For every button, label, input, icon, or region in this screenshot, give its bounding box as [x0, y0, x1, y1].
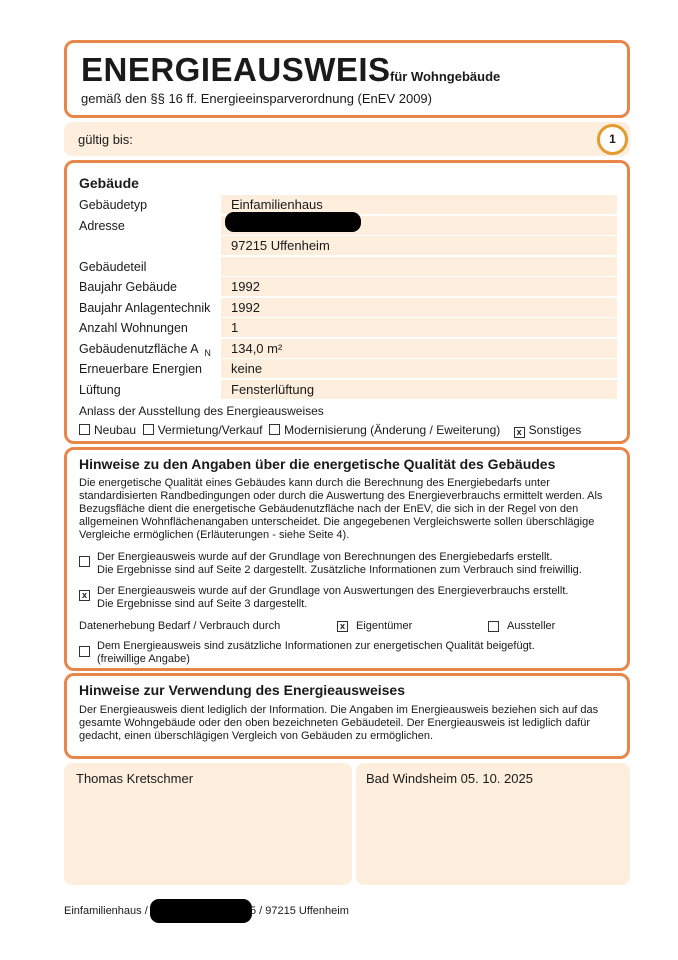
issuer-name: Thomas Kretschmer [76, 771, 194, 786]
option-text: Dem Energieausweis sind zusätzliche Informationen zur energetischen Qualität beigefügt. [97, 640, 535, 652]
option-text: Die Ergebnisse sind auf Seite 3 dargestellt. [97, 598, 308, 610]
notes-heading: Hinweise zu den Angaben über die energetische Qualität des Gebäudes [79, 456, 556, 472]
checkbox[interactable] [269, 424, 280, 435]
notes-text: Die energetische Qualität eines Gebäudes kann durch die Berechnung des Energiebedarfs unter standardisierten Randbedingungen oder durch die Auswertung des Energieverbrauchs ermittelt werden. Als Bezugsfläche dient die energetische Gebäudenutzfläche nach der EnEV, die sich in der Regel von den allgemeinen Wohnflächenangaben unterscheidet. Die angegebenen Vergleichswerte sollen überschlägige Vergleiche ermöglichen (Erläuterungen - siehe Seite 4). [79, 477, 603, 541]
row-value: keine [221, 359, 617, 378]
page-number: 1 [609, 132, 616, 146]
valid-until-label: gültig bis: [78, 132, 133, 147]
row-label: Adresse [79, 218, 125, 233]
usage-text: Der Energieausweis dient lediglich der Information. Die Angaben im Energieausweis beziehen sich auf das gesamte Wohngebäude oder den oben bezeichneten Gebäudeteil. Der Energieausweis ist lediglich dafür gedacht, einen überschlägigen Vergleich von Gebäuden zu ermöglichen. [79, 704, 599, 742]
redacted-footer-address [150, 899, 252, 923]
row-value: 1992 [221, 277, 617, 296]
option-demand [97, 551, 582, 577]
header-box [64, 40, 630, 118]
option-text: Der Energieausweis wurde auf der Grundlage von Berechnungen des Energiebedarfs erstellt. [97, 551, 553, 563]
reason-label: Anlass der Ausstellung des Energieausweises [79, 404, 324, 418]
reason-label-text: Vermietung/Verkauf [157, 423, 263, 437]
reason-vermietung[interactable] [143, 423, 263, 437]
building-row [79, 236, 617, 255]
building-row [79, 359, 617, 378]
checkbox-consumption[interactable]: x [79, 590, 90, 601]
row-label: Anzahl Wohnungen [79, 321, 188, 335]
issuer-label: Aussteller [507, 620, 556, 632]
row-value: Einfamilienhaus [221, 195, 617, 214]
checkbox-checked[interactable]: x [514, 427, 525, 438]
row-value: Fensterlüftung [221, 380, 617, 399]
notes-section [64, 447, 630, 671]
option-text: (freiwillige Angabe) [97, 653, 190, 665]
usage-heading: Hinweise zur Verwendung des Energieausweises [79, 682, 406, 698]
row-label: Baujahr Gebäude [79, 280, 177, 294]
row-label: Baujahr Anlagentechnik [79, 300, 211, 315]
signature-name-panel [64, 763, 352, 885]
checkbox[interactable] [79, 424, 90, 435]
reason-label-text: Modernisierung (Änderung / Eweiterung) [284, 423, 501, 437]
footer-left: Einfamilienhaus / [64, 905, 148, 917]
reason-modernisierung[interactable] [269, 423, 500, 437]
checkbox-demand[interactable] [79, 556, 90, 567]
row-value: 1992 [221, 298, 617, 317]
reason-neubau[interactable] [79, 423, 136, 437]
redacted-address [225, 212, 361, 232]
reason-label-text: Neubau [94, 423, 137, 437]
document-subtitle-for: für Wohngebäude [390, 69, 501, 84]
row-label: Erneuerbare Energien [79, 362, 202, 376]
valid-until-row [64, 122, 630, 156]
document-title: ENERGIEAUSWEIS [81, 51, 391, 88]
row-label: Lüftung [79, 382, 121, 397]
building-row [79, 380, 617, 399]
owner-label: Eigentümer [356, 620, 413, 632]
option-consumption [97, 585, 568, 611]
option-text: Der Energieausweis wurde auf der Grundlage von Auswertungen des Energieverbrauchs erstellt. [97, 585, 569, 597]
checkbox-issuer[interactable] [488, 621, 499, 632]
row-label: Gebäudeteil [79, 259, 147, 274]
row-label-sub: N [204, 347, 211, 358]
checkbox[interactable] [143, 424, 154, 435]
building-row [79, 318, 617, 337]
place-date: Bad Windsheim 05. 10. 2025 [366, 771, 533, 786]
reason-label-text: Sonstiges [528, 423, 582, 437]
checkbox-owner[interactable]: x [337, 621, 348, 632]
building-heading: Gebäude [79, 175, 139, 191]
row-label: Gebäudenutzfläche A [79, 341, 199, 356]
building-row [79, 339, 617, 358]
signature-date-panel [356, 763, 630, 885]
row-value: 1 [221, 318, 617, 337]
building-row [79, 277, 617, 296]
usage-section [64, 673, 630, 759]
legal-basis: gemäß den §§ 16 ff. Energieeinsparverordnung (EnEV 2009) [81, 91, 432, 106]
checkbox-extra-info[interactable] [79, 646, 90, 657]
collect-label: Datenerhebung Bedarf / Verbrauch durch [79, 620, 281, 632]
row-label: Gebäudetyp [79, 198, 148, 212]
option-extra-info [97, 640, 535, 666]
option-text: Die Ergebnisse sind auf Seite 2 dargestellt. Zusätzliche Informationen zum Verbrauch sind freiwillig. [97, 564, 582, 576]
building-row [79, 257, 617, 276]
row-value: 134,0 m² [221, 339, 617, 358]
page-number-badge [597, 124, 628, 155]
reason-sonstiges[interactable] [514, 423, 582, 437]
footer-right: 5 / 97215 Uffenheim [250, 905, 349, 917]
row-value: 97215 Uffenheim [221, 236, 617, 255]
reason-options [79, 423, 581, 438]
building-row [79, 298, 617, 317]
row-value [221, 257, 617, 276]
building-section [64, 160, 630, 444]
